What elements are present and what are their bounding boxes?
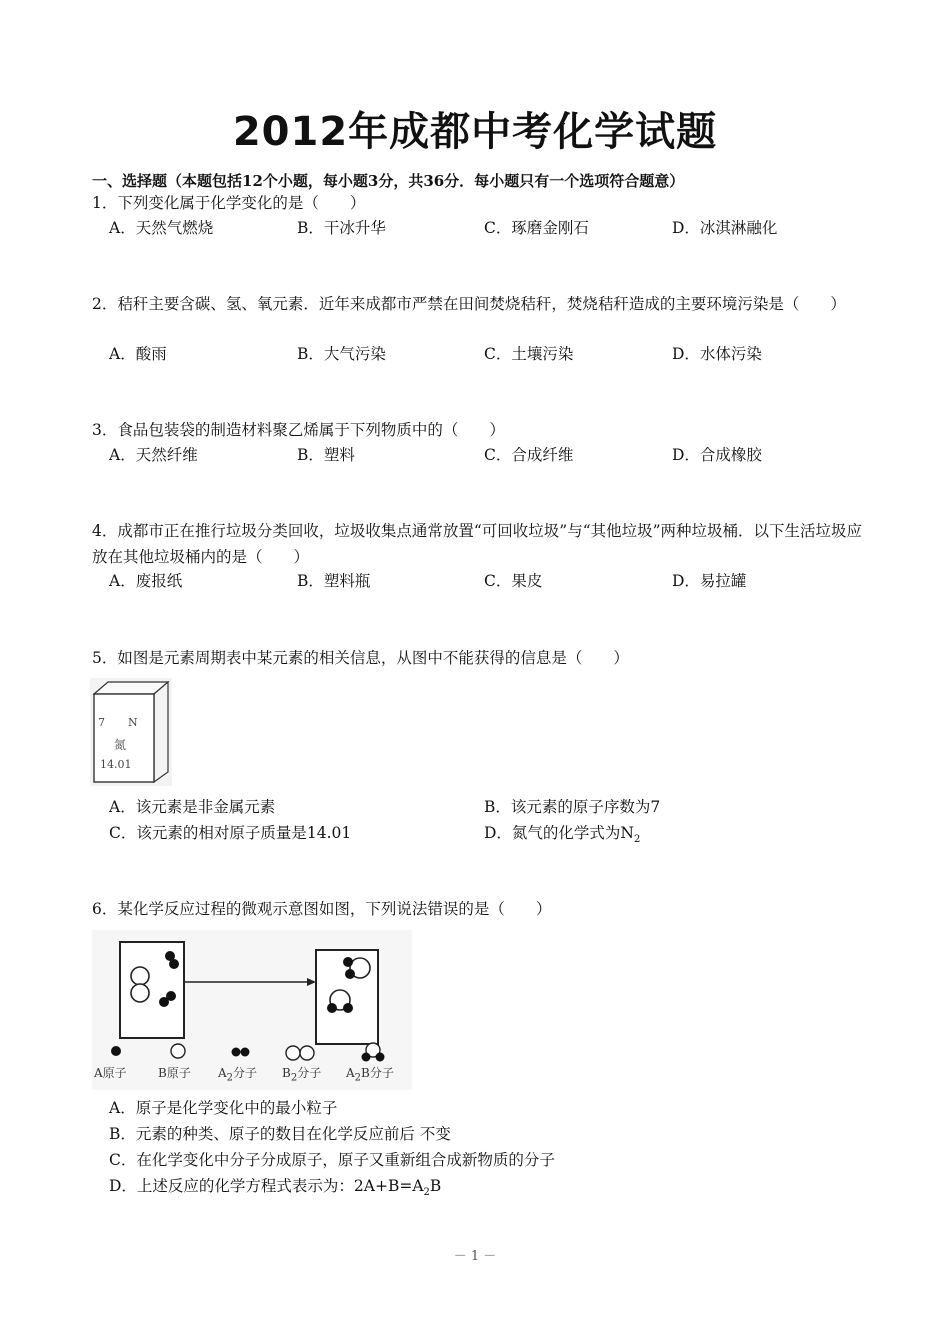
legend-b2-base: B [282,1066,291,1080]
q5-option-b: B．该元素的原子序数为7 [484,798,661,816]
q4-option-c: C．果皮 [484,572,543,590]
q1-option-b: B．干冰升华 [297,219,386,237]
legend-b2-tail: 分子 [297,1066,322,1080]
legend-a2-molecule [218,1064,257,1083]
question-6-stem: 6．某化学反应过程的微观示意图如图，下列说法错误的是（ ） [92,900,552,918]
q2-option-d: D．水体污染 [672,345,762,363]
q1-option-d: D．冰淇淋融化 [672,219,778,237]
page-number: － 1 － [453,1249,497,1264]
atomic-number: 7 [98,716,105,729]
q1-option-a: A．天然气燃烧 [109,219,214,237]
q4-option-a: A．废报纸 [109,572,183,590]
q6-option-d-text: D．上述反应的化学方程式表示为：2A+B=A [109,1177,424,1195]
q2-option-a: A．酸雨 [109,345,167,363]
q3-option-b: B．塑料 [297,446,355,464]
q1-option-c: C．琢磨金刚石 [484,219,589,237]
element-cell-figure [90,678,172,786]
q6-option-a: A．原子是化学变化中的最小粒子 [109,1099,338,1117]
q4-option-d: D．易拉罐 [672,572,747,590]
q5-option-c: C．该元素的相对原子质量是14.01 [109,824,352,842]
q4-option-b: B．塑料瓶 [297,572,371,590]
q3-option-a: A．天然纤维 [109,446,198,464]
reaction-diagram [92,930,412,1090]
legend-a2-tail: 分子 [233,1066,258,1080]
q6-option-b: B．元素的种类、原子的数目在化学反应前后 不变 [109,1125,451,1143]
question-1-stem: 1．下列变化属于化学变化的是（ ） [92,194,366,212]
q5-option-d-text: D．氮气的化学式为N [484,824,634,842]
q6-option-d-sub: 2 [423,1187,430,1199]
q2-option-b: B．大气污染 [297,345,386,363]
legend-b2-sub: 2 [290,1072,298,1084]
legend-a2b-molecule [346,1064,394,1083]
legend-b2-molecule [282,1064,321,1083]
legend-a-atom: A原子 [94,1066,127,1080]
question-4-stem: 4．成都市正在推行垃圾分类回收，垃圾收集点通常放置“可回收垃圾”与“其他垃圾”两种垃圾桶．以下生活垃圾应放在其他垃圾桶内的是（ ） [92,522,863,566]
section-heading: 一、选择题（本题包括12个小题，每小题3分，共36分．每小题只有一个选项符合题意） [92,172,685,190]
element-symbol: N [128,716,138,729]
page-title: 2012年成都中考化学试题 [232,109,718,155]
q5-option-d [484,821,640,845]
legend-b-atom: B原子 [158,1066,191,1080]
atomic-mass: 14.01 [100,758,132,771]
legend-a2b-sub: 2 [354,1072,362,1084]
q6-option-d-tail: B [429,1177,442,1195]
legend-a2b-base: A [346,1066,355,1080]
legend-a2-sub: 2 [226,1072,234,1084]
q5-option-a: A．该元素是非金属元素 [109,798,276,816]
q2-option-c: C．土壤污染 [484,345,574,363]
question-5-stem: 5．如图是元素周期表中某元素的相关信息，从图中不能获得的信息是（ ） [92,649,629,667]
question-2-stem: 2．秸秆主要含碳、氢、氧元素．近年来成都市严禁在田间焚烧秸秆，焚烧秸秆造成的主要环境污染是（ ） [92,295,846,313]
question-3-stem: 3．食品包装袋的制造材料聚乙烯属于下列物质中的（ ） [92,421,505,439]
q6-option-c: C．在化学变化中分子分成原子，原子又重新组合成新物质的分子 [109,1151,555,1169]
legend-a2-base: A [218,1066,227,1080]
q5-option-d-sub: 2 [634,834,641,846]
element-name: 氮 [114,738,127,752]
q3-option-d: D．合成橡胶 [672,446,762,464]
legend-a2b-tail: B分子 [361,1066,394,1080]
q3-option-c: C．合成纤维 [484,446,574,464]
q6-option-d [109,1174,441,1198]
